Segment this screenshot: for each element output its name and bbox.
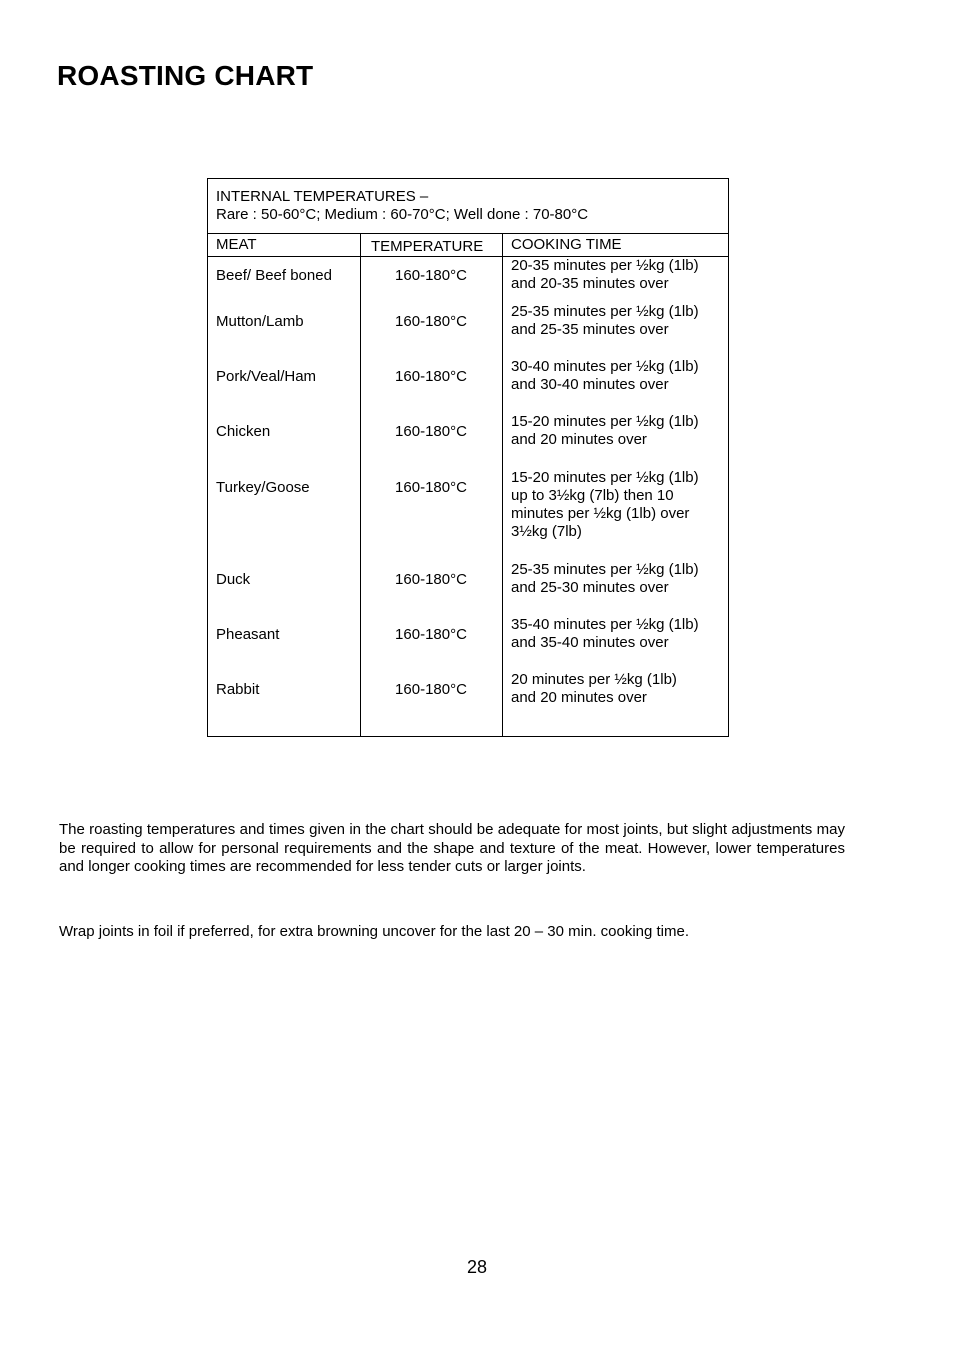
foil-tip-paragraph: Wrap joints in foil if preferred, for extra browning uncover for the last 20 – 30 min. cooking time. [59, 923, 690, 940]
cooking-time-line: 25-35 minutes per ½kg (1lb) [511, 303, 699, 320]
cooking-time-line: up to 3½kg (7lb) then 10 [511, 487, 674, 504]
column-header-meat: MEAT [216, 236, 257, 253]
meat-cell: Beef/ Beef boned [216, 267, 332, 284]
cooking-time-line: 15-20 minutes per ½kg (1lb) [511, 469, 699, 486]
cooking-time-cell [511, 257, 723, 293]
column-header-cooking-time: COOKING TIME [511, 236, 622, 253]
cooking-time-line: 35-40 minutes per ½kg (1lb) [511, 616, 699, 633]
temperature-cell: 160-180°C [395, 423, 467, 440]
temperature-cell: 160-180°C [395, 479, 467, 496]
cooking-time-line: 25-35 minutes per ½kg (1lb) [511, 561, 699, 578]
cooking-time-cell [511, 561, 723, 597]
column-divider [502, 233, 503, 736]
temperature-cell: 160-180°C [395, 313, 467, 330]
column-header-temperature: TEMPERATURE [371, 238, 484, 255]
meat-cell: Chicken [216, 423, 271, 440]
temperature-cell: 160-180°C [395, 626, 467, 643]
header-line-1: INTERNAL TEMPERATURES – [216, 188, 429, 205]
cooking-time-line: 3½kg (7lb) [511, 523, 582, 540]
meat-cell: Pork/Veal/Ham [216, 368, 317, 385]
cooking-time-line: and 30-40 minutes over [511, 376, 669, 393]
cooking-time-line: 20 minutes per ½kg (1lb) [511, 671, 677, 688]
cooking-time-line: and 35-40 minutes over [511, 634, 669, 651]
cooking-time-cell [511, 413, 723, 449]
page-number: 28 [466, 1257, 488, 1277]
cooking-time-line: and 20 minutes over [511, 431, 647, 448]
cooking-time-line: and 20 minutes over [511, 689, 647, 706]
meat-cell: Duck [216, 571, 251, 588]
cooking-time-cell [511, 303, 723, 339]
cooking-time-line: 30-40 minutes per ½kg (1lb) [511, 358, 699, 375]
cooking-time-line: 20-35 minutes per ½kg (1lb) [511, 257, 699, 274]
meat-cell: Mutton/Lamb [216, 313, 304, 330]
meat-cell: Turkey/Goose [216, 479, 310, 496]
cooking-time-line: and 25-35 minutes over [511, 321, 669, 338]
internal-temperatures-header [208, 179, 728, 234]
cooking-time-line: and 20-35 minutes over [511, 275, 669, 292]
cooking-time-cell [511, 616, 723, 652]
temperature-cell: 160-180°C [395, 571, 467, 588]
temperature-cell: 160-180°C [395, 267, 467, 284]
cooking-time-line: 15-20 minutes per ½kg (1lb) [511, 413, 699, 430]
temperature-cell: 160-180°C [395, 681, 467, 698]
roasting-note-paragraph: The roasting temperatures and times given in the chart should be adequate for most joints, but slight adjustments may be required to allow for personal requirements and the shape and texture of the meat. However, lower temperatures and longer cooking times are recommended for less tender cuts or larger joints. [59, 821, 845, 875]
cooking-time-line: minutes per ½kg (1lb) over [511, 505, 690, 522]
page-title: ROASTING CHART [57, 60, 314, 91]
cooking-time-cell [511, 358, 723, 394]
meat-cell: Pheasant [216, 626, 280, 643]
header-line-2: Rare : 50-60°C; Medium : 60-70°C; Well done : 70-80°C [216, 206, 589, 223]
cooking-time-cell [511, 469, 723, 541]
cooking-time-line: and 25-30 minutes over [511, 579, 669, 596]
meat-cell: Rabbit [216, 681, 260, 698]
roasting-chart-table [207, 178, 729, 737]
temperature-cell: 160-180°C [395, 368, 467, 385]
cooking-time-cell [511, 671, 723, 707]
